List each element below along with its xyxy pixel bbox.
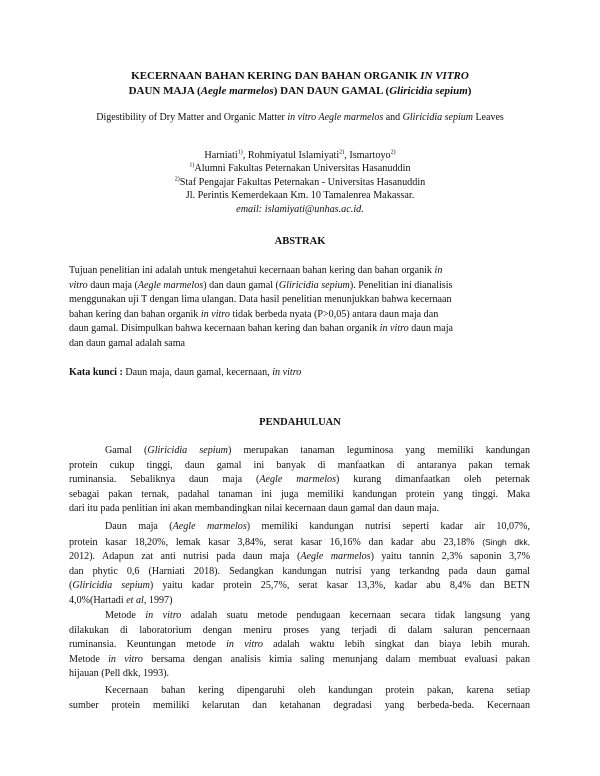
- abstrak-line: menggunakan uji T dengan lima ulangan. Data hasil penelitian menunjukkan bahwa kecernaan: [69, 294, 452, 306]
- abstrak-heading: ABSTRAK: [274, 236, 326, 247]
- abstrak-line: Tujuan penelitian ini adalah untuk mengetahui kecernaan bahan kering dan bahan organik in: [69, 265, 443, 276]
- abstrak-body: [69, 264, 530, 352]
- keywords: Kata kunci : Daun maja, daun gamal, kecernaan, in vitro: [69, 367, 302, 378]
- author-names: Harniati$^{1)}$, Rohmiyatul Islamiyati$^{2)}$, Ismartoyo$^{2)}$: [204, 149, 396, 161]
- intro-paragraph-4: Kecernaan bahan kering dipengaruhi oleh kandungan protein pakan, karena setiap sumber protein memiliki kelarutan dan ketahanan degradasi yang berbeda-beda. Kecernaan: [69, 685, 530, 711]
- paper-title: [40, 69, 560, 99]
- pendahuluan-heading: PENDAHULUAN: [259, 417, 341, 428]
- title-line-1: KECERNAAN BAHAN KERING DAN BAHAN ORGANIK IN VITRO: [131, 70, 469, 82]
- abstrak-line: bahan kering dan bahan organik in vitro tidak berbeda nyata (P>0,05) antara daun maja dan: [69, 308, 439, 320]
- keywords-label: Kata kunci :: [69, 367, 123, 378]
- address: Jl. Perintis Kemerdekaan Km. 10 Tamalenrea Makassar.: [185, 190, 415, 202]
- english-subtitle: Digestibility of Dry Matter and Organic Matter in vitro Aegle marmelos and Gliricidia sepium Leaves: [96, 112, 504, 123]
- abstrak-line: dan daun gamal adalah sama: [69, 337, 186, 349]
- intro-paragraph-1: Gamal (Gliricidia sepium) merupakan tanaman leguminosa yang memiliki kandungan protein cukup tinggi, daun gamal ini banyak di manfaatkan di antaranya pakan ternak ruminansia. Sebaliknya daun maja (Aegle marmelos) kurang dimanfaatkan oleh peternak sebagai pakan ternak, padahal tanaman ini juga memiliki kandungan protein yang tinggi. Maka dari itu pada penlitian ini akan membandingkan nilai kecernaan daun gamal dan daun maja.: [69, 445, 530, 515]
- affiliation-1: $^{1)}$Alumni Fakultas Peternakan Universitas Hasanuddin: [189, 163, 411, 175]
- abstrak-line: daun gamal. Disimpulkan bahwa kecernaan bahan kering dan bahan organik in vitro daun maja: [69, 323, 454, 335]
- author-block: [40, 149, 560, 216]
- email: email: islamiyati@unhas.ac.id.: [236, 203, 364, 215]
- intro-paragraph-2: Daun maja (Aegle marmelos) memiliki kandungan nutrisi seperti kadar air 10,07%, protein kasar 18,20%, lemak kasar 3,84%, serat kasar 16,16% dan kadar abu 23,18% (Singh dkk, 2012). Adapun zat anti nutrisi pada daun maja (Aegle marmelos) yaitu tannin 2,3% saponin 3,7% dan phytic 0,6 (Harniati 2018). Sedangkan kandungan nutrisi yang terkandng pada daun gamal (Gliricidia sepium) yaitu kadar protein 25,7%, serat kasar 13,3%, kadar abu 8,4% dan BETN 4,0%(Hartadi et al, 1997): [69, 521, 530, 606]
- intro-paragraph-3: Metode in vitro adalah suatu metode pendugaan kecernaan secara tidak langsung yang dilakukan di laboratorium dengan meniru proses yang terjadi di dalam saluran pencernaan ruminansia. Keuntungan metode in vitro adalah waktu lebih singkat dan biaya lebih murah. Metode in vitro bersama dengan analisis kimia saling menunjang dalam membuat evaluasi pakan hijauan (Pell dkk, 1993).: [69, 610, 530, 680]
- affiliation-2: $^{2)}$Staf Pengajar Fakultas Peternakan - Universitas Hasanuddin: [174, 176, 426, 188]
- abstrak-line: vitro daun maja (Aegle marmelos) dan daun gamal (Gliricidia sepium). Penelitian ini dianalisis: [69, 279, 453, 291]
- title-line-2: DAUN MAJA (Aegle marmelos) DAN DAUN GAMAL (Gliricidia sepium): [128, 85, 472, 97]
